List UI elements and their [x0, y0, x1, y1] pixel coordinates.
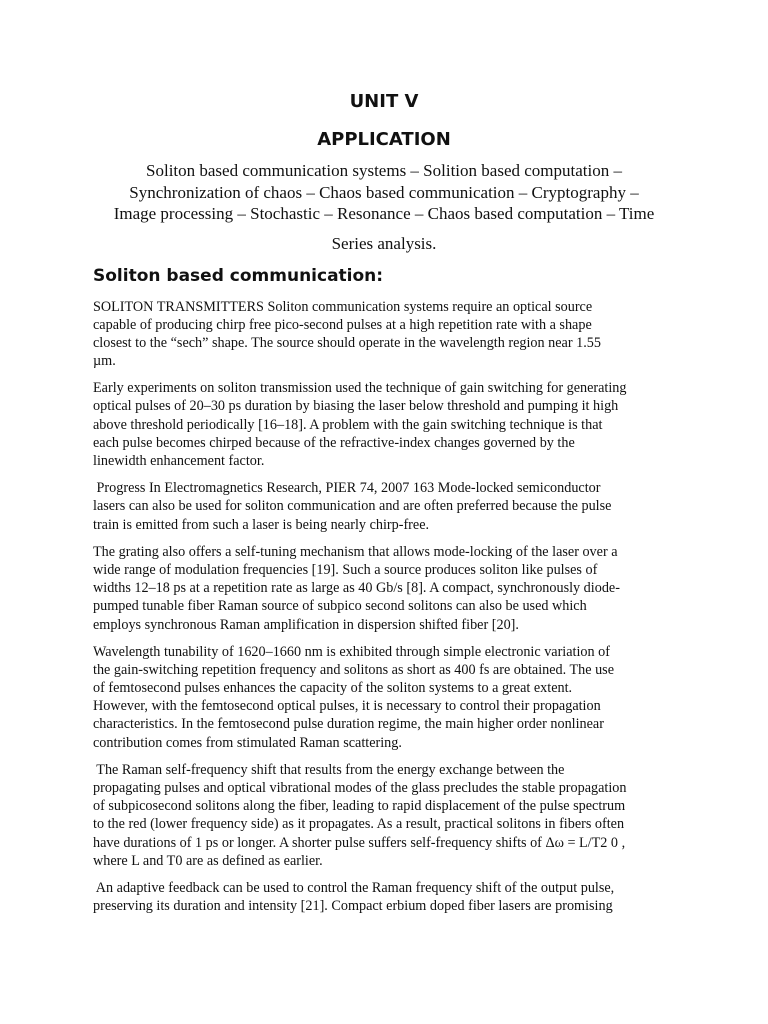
text-line: characteristics. In the femtosecond pulse duration regime, the main higher order nonlinear: [93, 716, 604, 733]
text-line: closest to the “sech” shape. The source should operate in the wavelength region near 1.55: [93, 334, 601, 351]
paragraph-wavelength-tunability: [93, 643, 675, 752]
paragraph-adaptive-feedback: [93, 879, 675, 915]
text-line: lasers can also be used for soliton communication and are often preferred because the pulse: [93, 498, 612, 515]
text-line: train is emitted from such a laser is being nearly chirp-free.: [93, 516, 430, 533]
topics-last-line: Series analysis.: [331, 233, 437, 253]
topics-line: Image processing – Stochastic – Resonance – Chaos based computation – Time: [113, 204, 655, 223]
text-line: of subpicosecond solitons along the fiber, leading to rapid displacement of the pulse spectrum: [93, 798, 626, 815]
paragraph-mode-locked: [93, 479, 675, 533]
text-line: SOLITON TRANSMITTERS Soliton communication systems require an optical source: [93, 298, 593, 315]
text-line: An adaptive feedback can be used to control the Raman frequency shift of the output pulse,: [93, 880, 615, 897]
text-line: linewidth enhancement factor.: [93, 452, 265, 469]
text-line: The grating also offers a self-tuning mechanism that allows mode-locking of the laser over a: [93, 544, 618, 561]
text-line: employs synchronous Raman amplification in dispersion shifted fiber [20].: [93, 616, 519, 633]
document-page: [93, 88, 675, 925]
paragraph-gain-switching: [93, 379, 675, 469]
paragraph-grating: [93, 543, 675, 633]
section-heading: Soliton based communication:: [93, 265, 384, 286]
text-line: Progress In Electromagnetics Research, PIER 74, 2007 163 Mode-locked semiconductor: [93, 480, 601, 497]
paragraph-raman-shift: [93, 761, 675, 870]
text-line: Early experiments on soliton transmission used the technique of gain switching for generating: [93, 380, 627, 397]
text-line: the gain-switching repetition frequency and solitons as short as 400 fs are obtained. The use: [93, 662, 614, 679]
text-line: widths 12–18 ps at a repetition rate as large as 40 Gb/s [8]. A compact, synchronously diode-: [93, 580, 620, 597]
text-line: of femtosecond pulses enhances the capacity of the soliton systems to a great extent.: [93, 680, 573, 697]
text-line: optical pulses of 20–30 ps duration by biasing the laser below threshold and pumping it high: [93, 398, 619, 415]
topics-line: Synchronization of chaos – Chaos based communication – Cryptography –: [129, 182, 639, 202]
topics-list: [93, 160, 675, 225]
text-line: However, with the femtosecond optical pulses, it is necessary to control their propagation: [93, 698, 601, 715]
unit-title: UNIT V: [349, 91, 419, 112]
paragraph-transmitters: [93, 298, 675, 370]
text-line: where L and T0 are as defined as earlier.: [93, 852, 323, 869]
text-line: µm.: [93, 352, 116, 369]
section-title: APPLICATION: [317, 129, 451, 150]
text-line: pumped tunable fiber Raman source of subpico second solitons can also be used which: [93, 598, 587, 615]
text-line: The Raman self-frequency shift that results from the energy exchange between the: [93, 762, 565, 779]
text-line: each pulse becomes chirped because of the refractive-index changes governed by the: [93, 434, 575, 451]
text-line: Wavelength tunability of 1620–1660 nm is exhibited through simple electronic variation of: [93, 644, 610, 661]
text-line: above threshold periodically [16–18]. A problem with the gain switching technique is that: [93, 416, 603, 433]
text-line: propagating pulses and optical vibrational modes of the glass precludes the stable propagation: [93, 780, 627, 797]
text-line: capable of producing chirp free pico-second pulses at a high repetition rate with a shape: [93, 316, 592, 333]
text-line: contribution comes from stimulated Raman scattering.: [93, 734, 402, 751]
topics-line: Soliton based communication systems – Solition based computation –: [146, 161, 622, 180]
text-line: have durations of 1 ps or longer. A shorter pulse suffers self-frequency shifts of Δω = L/T2 0 ,: [93, 834, 626, 851]
text-line: preserving its duration and intensity [21]. Compact erbium doped fiber lasers are promising: [93, 898, 613, 915]
text-line: to the red (lower frequency side) as it propagates. As a result, practical solitons in fibers often: [93, 816, 625, 833]
text-line: wide range of modulation frequencies [19]. Such a source produces soliton like pulses of: [93, 562, 598, 579]
